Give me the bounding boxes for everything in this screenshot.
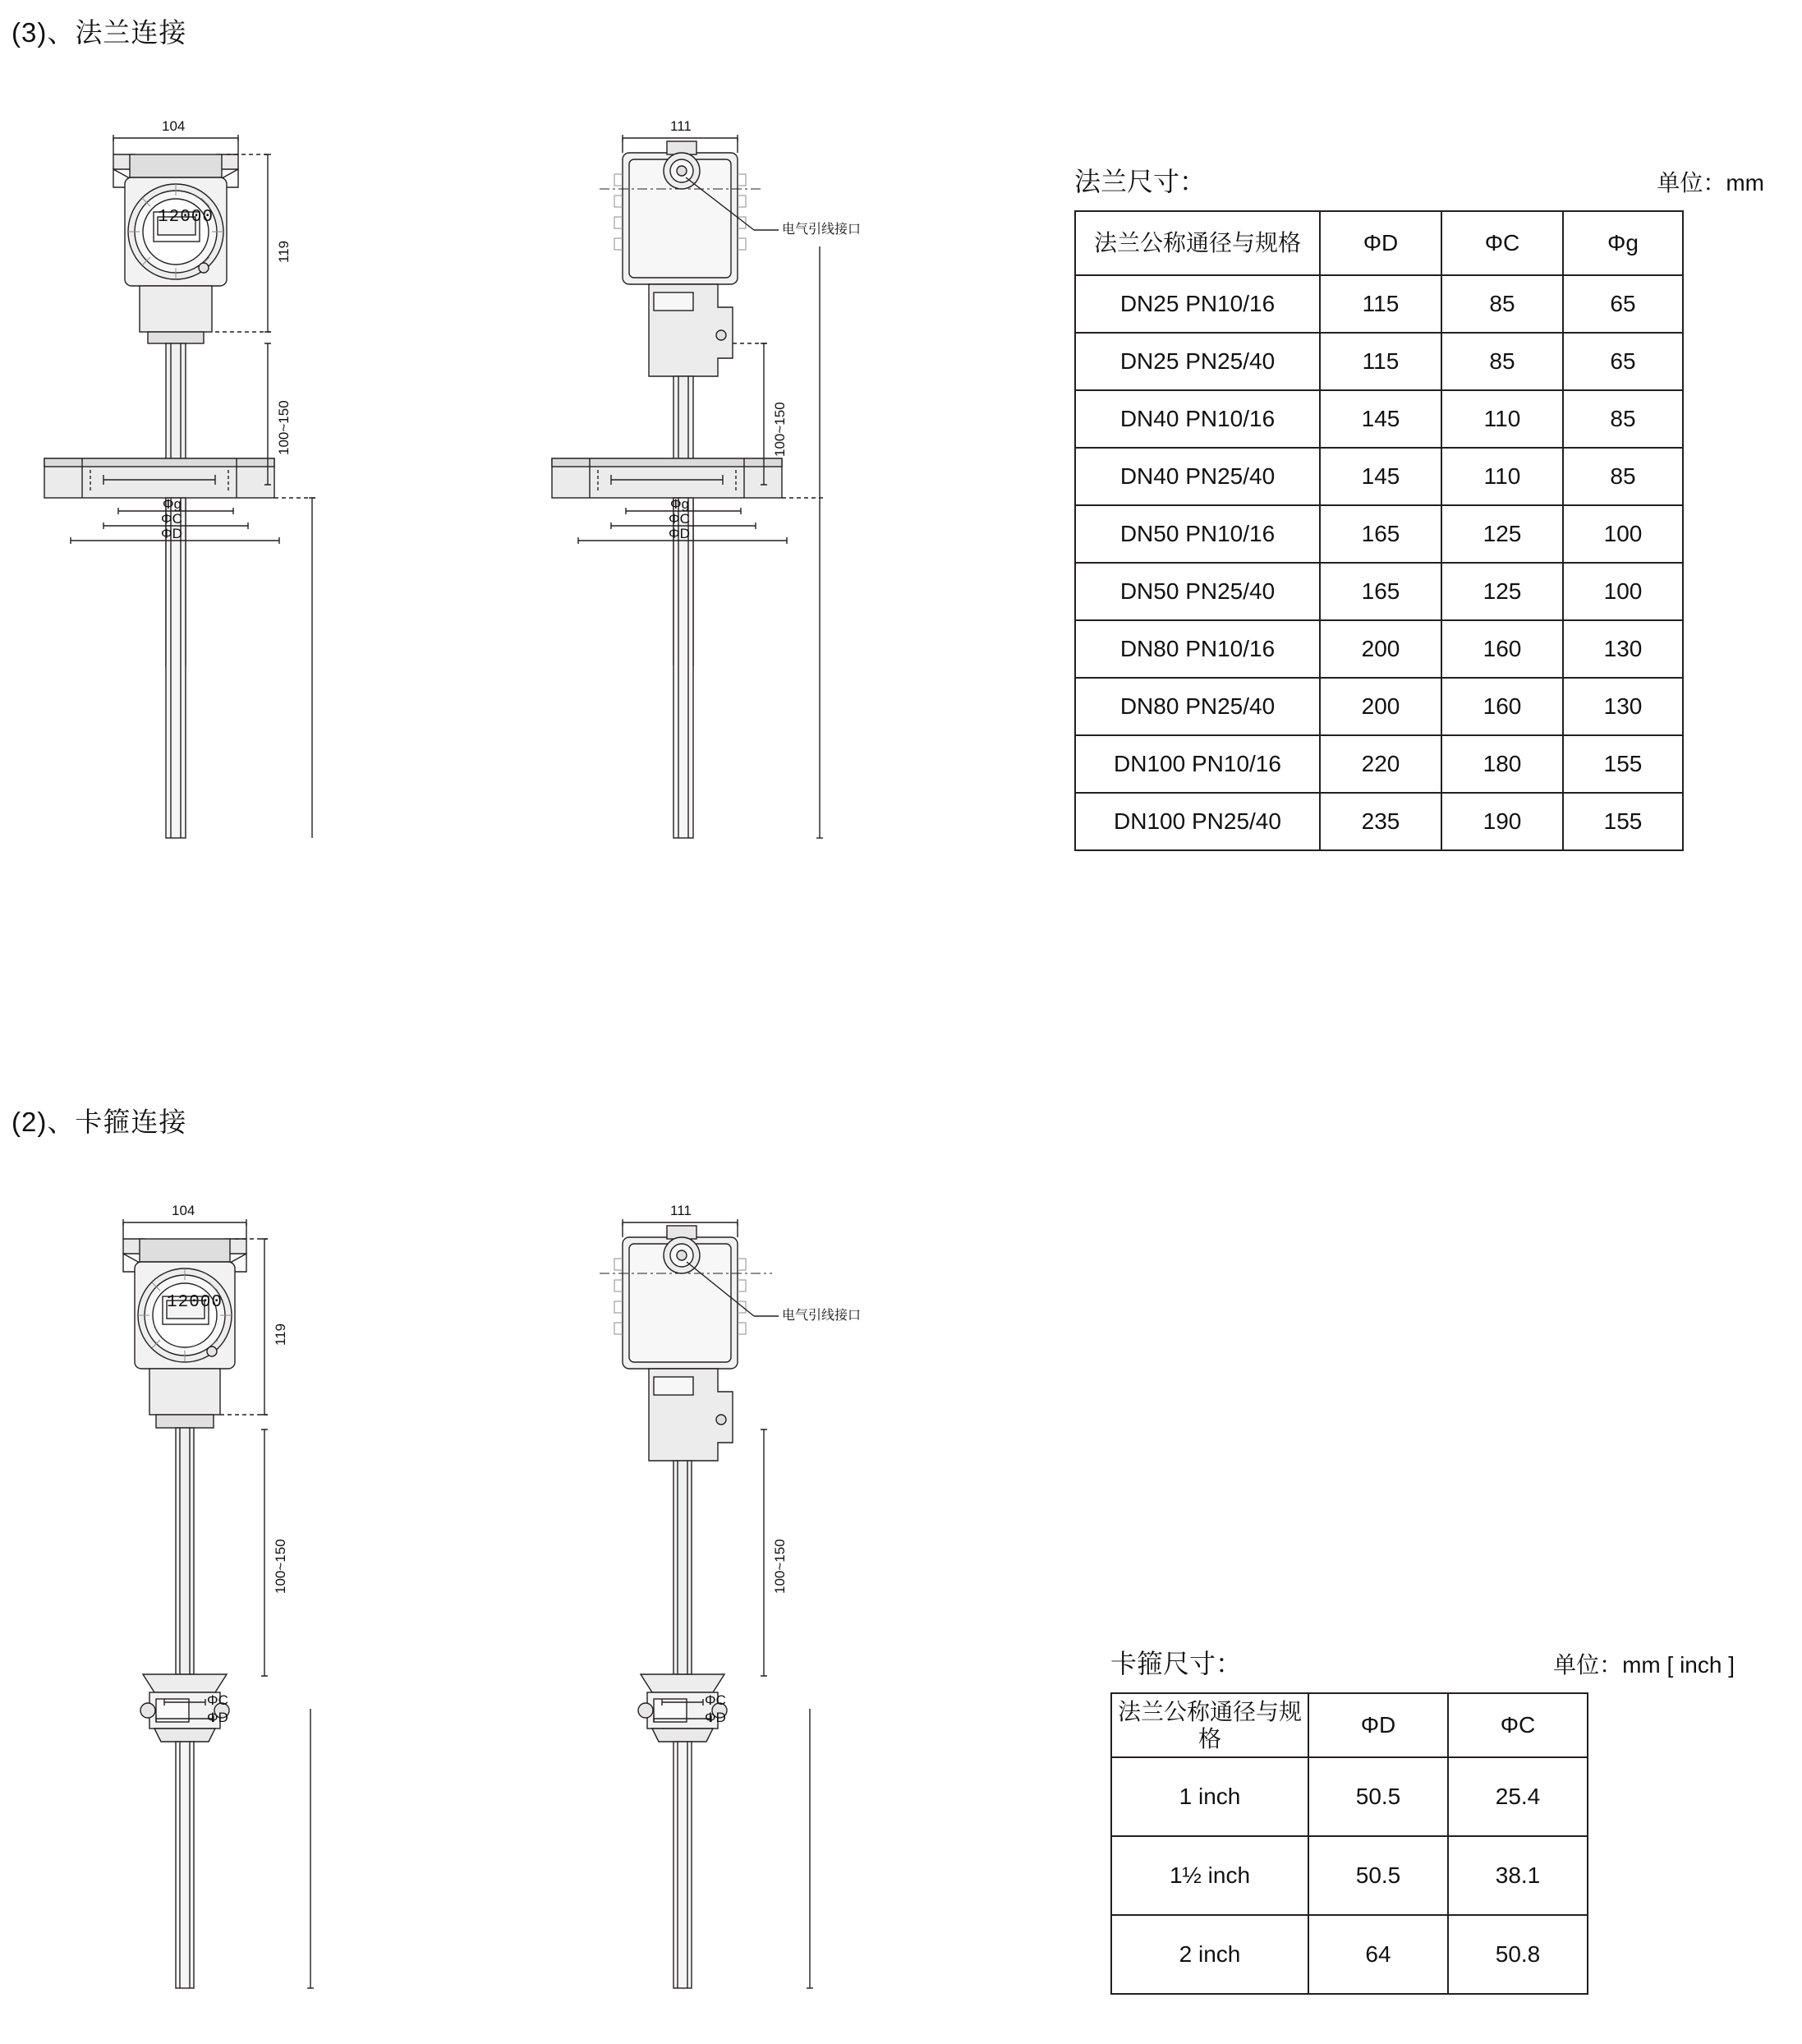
flange-col-phi-c: ΦC	[1441, 211, 1563, 275]
cell-spec: 1½ inch	[1111, 1836, 1308, 1915]
table-header-row	[1075, 211, 1683, 275]
cell-phi-d: 220	[1320, 735, 1441, 793]
cell-spec: 2 inch	[1111, 1915, 1308, 1994]
flange-front-height-label: 119	[276, 240, 292, 263]
cell-phi-c: 110	[1441, 448, 1563, 505]
cell-spec: DN25 PN10/16	[1075, 275, 1320, 333]
clamp-side-view-svg	[526, 1183, 953, 2037]
cell-phi-c: 160	[1441, 620, 1563, 678]
flange-col-spec: 法兰公称通径与规格	[1075, 211, 1320, 275]
cell-phi-c: 85	[1441, 333, 1563, 390]
cell-spec: DN25 PN25/40	[1075, 333, 1320, 390]
flange-dimension-table	[1074, 210, 1684, 851]
flange-table-header-row	[1074, 161, 1764, 199]
cell-phi-c: 160	[1441, 678, 1563, 735]
cell-phi-c: 38.1	[1448, 1836, 1588, 1915]
table-row	[1075, 505, 1683, 563]
cell-phi-g: 130	[1563, 678, 1683, 735]
cell-phi-g: 155	[1563, 793, 1683, 850]
cell-phi-d: 145	[1320, 448, 1441, 505]
clamp-table-unit: 单位：mm [ inch ]	[1553, 1652, 1735, 1678]
cell-phi-c: 190	[1441, 793, 1563, 850]
cell-phi-d: 115	[1320, 333, 1441, 390]
clamp-table-caption: 卡箍尺寸：	[1110, 1649, 1243, 1678]
clamp-side-view-drawing	[526, 1183, 953, 2037]
flange-front-insertion-label: 100~150	[276, 400, 292, 455]
cell-phi-d: 115	[1320, 275, 1441, 333]
clamp-front-dim-phi-d: ΦD	[207, 1710, 228, 1725]
flange-front-display-value: 12000	[158, 208, 214, 227]
flange-front-dim-phi-g: Φg	[163, 496, 182, 512]
cell-phi-g: 100	[1563, 505, 1683, 563]
cell-phi-c: 180	[1441, 735, 1563, 793]
cell-phi-c: 110	[1441, 390, 1563, 448]
table-row	[1075, 563, 1683, 620]
flange-front-width-label: 104	[162, 118, 186, 134]
clamp-dimension-table-block	[1110, 1643, 1735, 1995]
flange-table-caption: 法兰尺寸：	[1074, 167, 1207, 196]
cell-phi-g: 65	[1563, 333, 1683, 390]
cell-phi-g: 100	[1563, 563, 1683, 620]
cell-phi-g: 85	[1563, 448, 1683, 505]
cell-phi-d: 64	[1308, 1915, 1448, 1994]
flange-side-view-drawing	[517, 99, 945, 920]
cell-spec: DN50 PN25/40	[1075, 563, 1320, 620]
flange-side-dim-phi-c: ΦC	[669, 511, 690, 527]
flange-table-unit: 单位：mm	[1657, 170, 1764, 196]
cell-spec: DN80 PN10/16	[1075, 620, 1320, 678]
clamp-side-cable-entry-callout: 电气引线接口	[782, 1309, 862, 1323]
flange-front-dim-phi-d: ΦD	[161, 526, 182, 541]
cell-spec: 1 inch	[1111, 1757, 1308, 1836]
cell-phi-d: 165	[1320, 505, 1441, 563]
cell-phi-c: 50.8	[1448, 1915, 1588, 1994]
cell-spec: DN100 PN25/40	[1075, 793, 1320, 850]
cell-phi-c: 25.4	[1448, 1757, 1588, 1836]
cell-phi-c: 125	[1441, 505, 1563, 563]
clamp-col-phi-d: ΦD	[1308, 1693, 1448, 1757]
flange-side-view-svg	[517, 99, 945, 920]
clamp-front-dim-phi-c: ΦC	[207, 1692, 228, 1708]
clamp-side-dim-phi-c: ΦC	[705, 1692, 726, 1708]
section-title-flange: (3)、法兰连接	[11, 17, 187, 48]
flange-side-insertion-label: 100~150	[772, 402, 788, 457]
cell-phi-g: 155	[1563, 735, 1683, 793]
flange-col-phi-d: ΦD	[1320, 211, 1441, 275]
table-row	[1075, 275, 1683, 333]
clamp-col-spec: 法兰公称通径与规格	[1111, 1693, 1308, 1757]
cell-spec: DN100 PN10/16	[1075, 735, 1320, 793]
clamp-side-width-label: 111	[670, 1203, 692, 1218]
flange-front-view-drawing	[33, 99, 378, 920]
clamp-side-dim-phi-d: ΦD	[705, 1710, 726, 1725]
flange-side-cable-entry-callout: 电气引线接口	[782, 223, 862, 237]
table-row	[1075, 735, 1683, 793]
table-row	[1111, 1757, 1588, 1836]
table-row	[1075, 390, 1683, 448]
cell-spec: DN80 PN25/40	[1075, 678, 1320, 735]
cell-phi-d: 145	[1320, 390, 1441, 448]
flange-side-width-label: 111	[670, 118, 692, 134]
cell-phi-c: 125	[1441, 563, 1563, 620]
table-row	[1111, 1915, 1588, 1994]
flange-side-dim-phi-g: Φg	[670, 496, 690, 512]
flange-front-dim-phi-c: ΦC	[161, 511, 182, 527]
cell-phi-g: 130	[1563, 620, 1683, 678]
table-row	[1075, 448, 1683, 505]
flange-col-phi-g: Φg	[1563, 211, 1683, 275]
flange-dimension-table-block	[1074, 161, 1764, 851]
clamp-dimension-table	[1110, 1692, 1588, 1995]
cell-phi-g: 85	[1563, 390, 1683, 448]
cell-phi-d: 50.5	[1308, 1836, 1448, 1915]
cell-spec: DN50 PN10/16	[1075, 505, 1320, 563]
table-row	[1075, 678, 1683, 735]
flange-side-dim-phi-d: ΦD	[669, 526, 690, 541]
cell-phi-d: 165	[1320, 563, 1441, 620]
cell-phi-d: 235	[1320, 793, 1441, 850]
clamp-front-display-value: 12000	[167, 1293, 223, 1312]
cell-spec: DN40 PN25/40	[1075, 448, 1320, 505]
cell-phi-d: 50.5	[1308, 1757, 1448, 1836]
cell-spec: DN40 PN10/16	[1075, 390, 1320, 448]
table-row	[1075, 793, 1683, 850]
clamp-side-insertion-label: 100~150	[772, 1539, 788, 1594]
table-row	[1075, 333, 1683, 390]
table-row	[1111, 1836, 1588, 1915]
cell-phi-g: 65	[1563, 275, 1683, 333]
cell-phi-d: 200	[1320, 678, 1441, 735]
clamp-front-insertion-label: 100~150	[273, 1539, 288, 1594]
table-row	[1075, 620, 1683, 678]
clamp-front-width-label: 104	[172, 1203, 195, 1218]
section-title-clamp: (2)、卡箍连接	[11, 1107, 187, 1137]
clamp-front-height-label: 119	[273, 1323, 288, 1346]
clamp-front-view-drawing	[33, 1183, 378, 2037]
cell-phi-d: 200	[1320, 620, 1441, 678]
clamp-col-phi-c: ΦC	[1448, 1693, 1588, 1757]
clamp-table-header-row	[1110, 1643, 1735, 1681]
table-header-row	[1111, 1693, 1588, 1757]
cell-phi-c: 85	[1441, 275, 1563, 333]
